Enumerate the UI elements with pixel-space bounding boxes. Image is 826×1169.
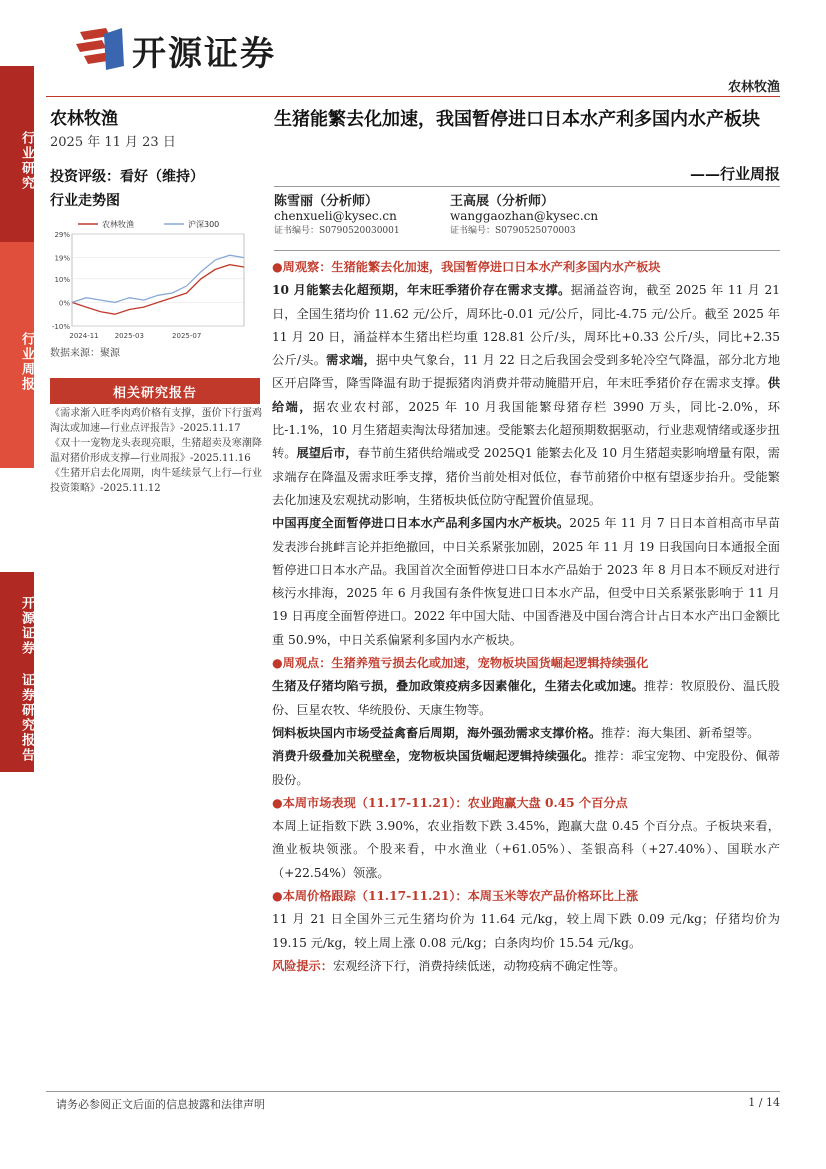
legend-label: 沪深300 [188, 220, 220, 229]
brand-logo-icon [76, 26, 126, 70]
y-tick-label: -10% [51, 323, 70, 331]
related-reports-header: 相关研究报告 [50, 378, 260, 404]
data-source: 数据来源：聚源 [50, 348, 120, 359]
author-card [450, 194, 598, 239]
report-date: 2025 年 11 月 23 日 [50, 135, 176, 150]
y-tick-label: 10% [54, 275, 70, 284]
paragraph-hog: 10 月能繁去化超预期，年末旺季猪价存在需求支撑。据涌益咨询，截至 2025 年 11 月 21 日，全国生猪均价 11.62 元/公斤，周环比-0.01 元/公斤，同比-4.75 元/公斤。截至 2025 年 11 月 20 日，涌益样本生猪出栏均重 128.81 公斤/头，周环比+0.33 公斤/头，同比+2.35 公斤/头。需求端，据中央气象台，11 月 22 日之后我国会受到多轮冷空气降温，部分北方地区开启降雪，降雪降温有助于提振猪肉消费并带动腌腊开启，年末旺季猪价存在需求支撑。供给端，据农业农村部，2025 年 10 月我国能繁母猪存栏 3990 万头，同比-2.0%，环比-1.1%，10 月生猪超卖淘汰母猪加速。受能繁去化超预期数据驱动，行业悲观情绪或逐步扭转。展望后市，春节前生猪供给端或受 2025Q1 能繁去化及 10 月生猪超卖影响增量有限，需求端存在降温及需求旺季支撑，猪价当前处相对低位，春节前猪价中枢有望逐步抬升。受能繁去化加速及宏观扰动影响，生猪板块低位防守配置价值显现。 [272, 283, 781, 507]
report-subtitle: ——行业周报 [689, 165, 780, 183]
author-email[interactable]: chenxueli@kysec.cn [274, 209, 397, 223]
paragraph-hog-view: 生猪及仔猪均陷亏损，叠加政策疫病多因素催化，生猪去化或加速。推荐：牧原股份、温氏股份、巨星农牧、华统股份、天康生物等。 [272, 679, 780, 717]
author-name: 陈雪丽（分析师） [274, 194, 379, 209]
x-tick-label: 2025-03 [114, 332, 144, 340]
footer-disclaimer: 请务必参阅正文后面的信息披露和法律声明 [56, 1098, 265, 1111]
paragraph-pet-view: 消费升级叠加关税壁垒，宠物板块国货崛起逻辑持续强化。推荐：乖宝宠物、中宠股份、佩蒂股份。 [272, 749, 781, 787]
author-card [274, 194, 400, 239]
author-cert: 证书编号：S0790520030001 [274, 226, 400, 236]
y-tick-label: 29% [54, 231, 70, 239]
chart-frame [72, 234, 244, 326]
sector-name: 农林牧渔 [50, 109, 118, 129]
section-heading-price: ● 本周价格跟踪（11.17-11.21）：本周玉米等农产品价格环比上涨 [272, 885, 780, 908]
related-report-link[interactable]: 《生猪开启去化周期，肉牛延续景气上行—行业投资策略》-2025.11.12 [50, 468, 262, 494]
header-divider [46, 96, 780, 97]
paragraph-risk: 风险提示：宏观经济下行，消费持续低迷，动物疫病不确定性等。 [272, 958, 626, 973]
y-tick-label: 19% [54, 254, 70, 263]
page-number: 1 / 14 [748, 1096, 780, 1109]
paragraph-market: 本周上证指数下跌 3.90%，农业指数下跌 3.45%，跑赢大盘 0.45 个百分点。子板块来看，渔业板块领涨。个股来看，中水渔业（+61.05%）、荃银高科（+27.40%）、国联水产（+22.54%）领涨。 [272, 819, 780, 880]
industry-trend-chart [50, 216, 250, 342]
trend-chart-title: 行业走势图 [50, 193, 120, 209]
paragraph-aquatic: 中国再度全面暂停进口日本水产品利多国内水产板块。2025 年 11 月 7 日日本首相高市早苗发表涉台挑衅言论并拒绝撤回，中日关系紧张加剧，2025 年 11 月 19 日我国向日本通报全面暂停进口日本水产品。我国首次全面暂停进口日本水产品始于 2023 年 8 月日本不顾反对进行核污水排海，2025 年 6 月我国有条件恢复进口日本水产品，但受中日关系紧张影响于 11 月 19 日再度全面暂停进口。2022 年中国大陆、中国香港及中国台湾合计占日本水产出口金额比重 50.9%，中日关系偏紧利多国内水产板块。 [272, 516, 781, 647]
header-category: 农林牧渔 [727, 80, 780, 95]
y-tick-label: 0% [58, 299, 70, 308]
related-report-link[interactable]: 《需求渐入旺季肉鸡价格有支撑，蛋价下行蛋鸡淘汰或加速—行业点评报告》-2025.11.17 [50, 408, 262, 434]
author-name: 王高展（分析师） [450, 194, 555, 209]
investment-rating: 投资评级：看好（维持） [50, 169, 204, 185]
author-cert: 证书编号：S0790525070003 [450, 226, 576, 236]
section-heading-weekly-observation: ● 周观察：生猪能繁去化加速，我国暂停进口日本水产利多国内水产板块 [272, 256, 780, 279]
report-title: 生猪能繁去化加速，我国暂停进口日本水产利多国内水产板块 [274, 109, 760, 130]
report-body [272, 256, 780, 978]
paragraph-price: 11 月 21 日全国外三元生猪均价为 11.64 元/kg，较上周下跌 0.09 元/kg；仔猪均价为 19.15 元/kg，较上周上涨 0.08 元/kg；白条肉均价 15.54 元/kg。 [272, 912, 780, 950]
related-report-link[interactable]: 《双十一宠物龙头表现亮眼，生猪超卖及寒潮降温对猪价形成支撑—行业周报》-2025.11.16 [50, 438, 262, 464]
series-line-agriculture [72, 265, 244, 315]
title-divider [274, 186, 780, 187]
side-tab-weekly-report: 行业周报 [0, 242, 34, 468]
brand-logo [76, 22, 276, 74]
section-heading-market: ● 本周市场表现（11.17-11.21）：农业跑赢大盘 0.45 个百分点 [272, 792, 780, 815]
related-reports-list [50, 406, 262, 496]
author-divider [274, 250, 780, 251]
section-heading-weekly-view: ● 周观点：生猪养殖亏损去化或加速，宠物板块国货崛起逻辑持续强化 [272, 652, 780, 675]
side-tab-industry-research: 行业研究 [0, 66, 34, 242]
left-info-column [50, 104, 260, 359]
x-tick-label: 2025-07 [172, 332, 202, 340]
paragraph-feed-view: 饲料板块国内市场受益禽畜后周期，海外强劲需求支撑价格。推荐：海大集团、新希望等。 [272, 725, 760, 740]
author-email[interactable]: wanggaozhan@kysec.cn [450, 209, 599, 223]
legend-label: 农林牧渔 [102, 220, 134, 229]
brand-name: 开源证券 [132, 34, 276, 74]
side-tab-securities-report: 开源证券 证券研究报告 [0, 572, 34, 772]
footer-divider [46, 1091, 780, 1092]
x-tick-label: 2024-11 [69, 332, 99, 340]
